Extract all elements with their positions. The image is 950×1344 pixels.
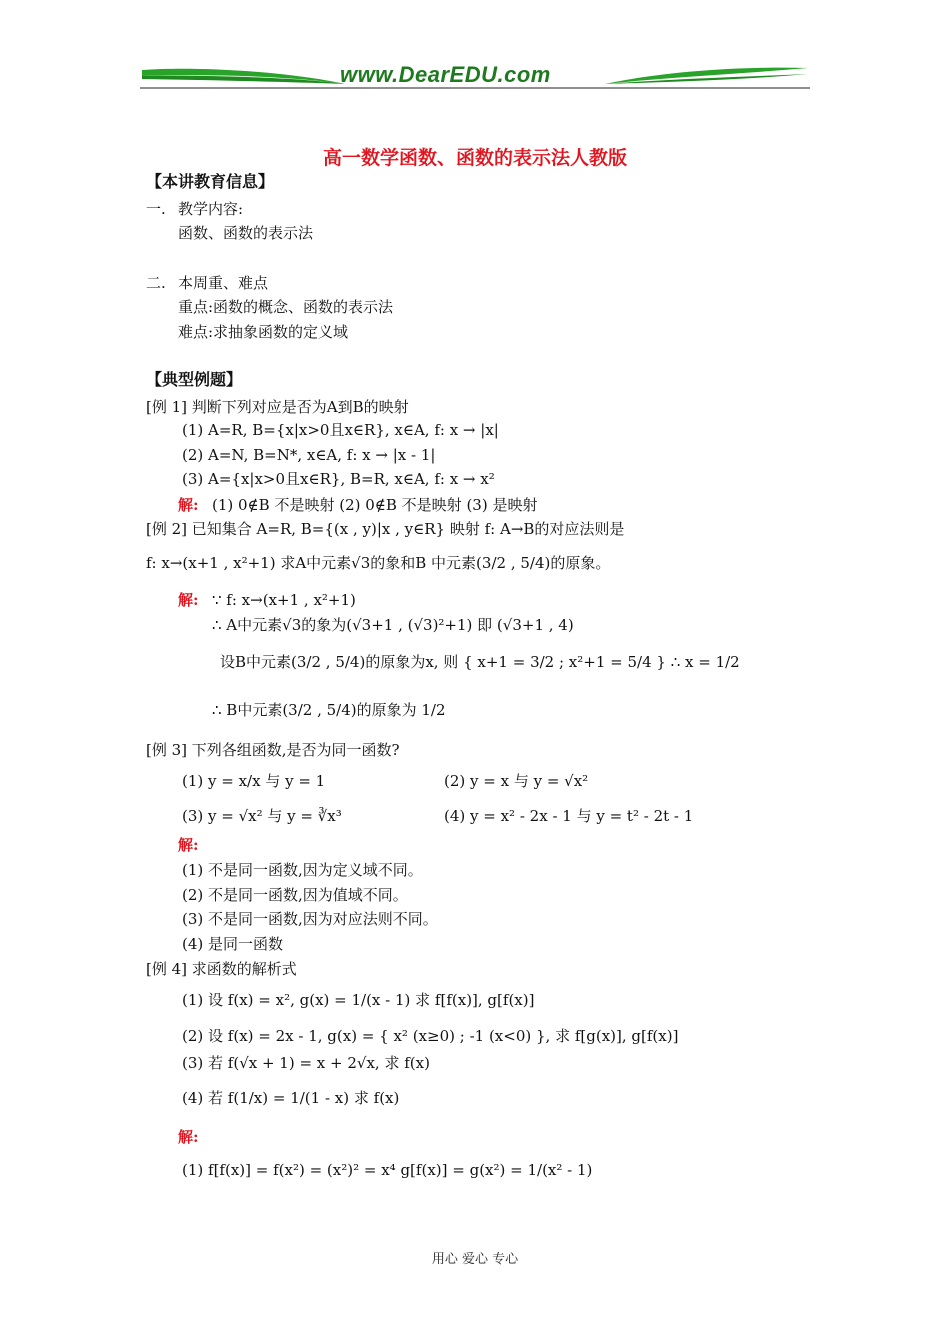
ex2-solution-label: 解: <box>178 591 199 609</box>
s1-num: 一. <box>146 200 166 218</box>
ex2-sol2: ∴ A中元素√3的象为(√3+1 , (√3)²+1) 即 (√3+1 , 4) <box>212 616 574 634</box>
ex4-item3: (3) 若 f(√x + 1) = x + 2√x, 求 f(x) <box>182 1054 430 1072</box>
page-footer: 用心 爱心 专心 <box>431 1252 519 1267</box>
ex4-item1: (1) 设 f(x) = x², g(x) = 1/(x - 1) 求 f[f(x)], g[f(x)] <box>182 991 535 1009</box>
s1-content: 函数、函数的表示法 <box>178 224 314 242</box>
section-heading-info: 【本讲教育信息】 <box>146 172 275 191</box>
ex3-item3: (3) y = √x² 与 y = ∛x³ <box>182 807 342 825</box>
page-title: 高一数学函数、函数的表示法人教版 <box>322 147 627 169</box>
section-heading-examples: 【典型例题】 <box>146 370 243 389</box>
ex3-item2: (2) y = x 与 y = √x² <box>444 772 589 790</box>
ex3-solution-label: 解: <box>178 836 199 854</box>
ex4-item4: (4) 若 f(1/x) = 1/(1 - x) 求 f(x) <box>182 1089 400 1107</box>
ex1-item3: (3) A={x|x>0且x∈R}, B=R, x∈A, f: x → x² <box>182 470 495 488</box>
ex1-item2: (2) A=N, B=N*, x∈A, f: x → |x - 1| <box>182 446 436 464</box>
ex3-item4: (4) y = x² - 2x - 1 与 y = t² - 2t - 1 <box>444 807 694 825</box>
ex1-title: [例 1] 判断下列对应是否为A到B的映射 <box>146 398 409 416</box>
ex3-answer1: (1) 不是同一函数,因为定义域不同。 <box>182 861 423 879</box>
s1-label: 教学内容: <box>178 200 244 218</box>
ex2-line2: f: x→(x+1 , x²+1) 求A中元素√3的象和B 中元素(3/2 , 5/4)的原象。 <box>146 554 611 572</box>
ex4-answer1: (1) f[f(x)] = f(x²) = (x²)² = x⁴ g[f(x)] = g(x²) = 1/(x² - 1) <box>182 1161 593 1179</box>
ex1-solution: (1) 0∉B 不是映射 (2) 0∉B 不是映射 (3) 是映射 <box>212 496 538 514</box>
ex3-item1: (1) y = x/x 与 y = 1 <box>182 772 326 790</box>
ex3-title: [例 3] 下列各组函数,是否为同一函数? <box>146 741 400 759</box>
s2-label: 本周重、难点 <box>178 274 269 292</box>
ex2-line1: [例 2] 已知集合 A=R, B={(x , y)|x , y∈R} 映射 f: A→B的对应法则是 <box>146 520 625 538</box>
ex4-item2: (2) 设 f(x) = 2x - 1, g(x) = { x² (x≥0) ; -1 (x<0) }, 求 f[g(x)], g[f(x)] <box>182 1027 679 1045</box>
s2-num: 二. <box>146 274 166 292</box>
ex4-solution-label: 解: <box>178 1128 199 1146</box>
ex2-sol1: ∵ f: x→(x+1 , x²+1) <box>212 591 356 609</box>
ex3-answer2: (2) 不是同一函数,因为值域不同。 <box>182 886 408 904</box>
ex2-sol4: ∴ B中元素(3/2 , 5/4)的原象为 1/2 <box>212 701 446 719</box>
site-logo: www.DearEDU.com <box>340 62 551 87</box>
ex4-title: [例 4] 求函数的解析式 <box>146 960 297 978</box>
ex3-answer3: (3) 不是同一函数,因为对应法则不同。 <box>182 910 438 928</box>
s2-difficulty: 难点:求抽象函数的定义域 <box>178 323 349 341</box>
s2-key: 重点:函数的概念、函数的表示法 <box>178 298 394 316</box>
ex2-sol3: 设B中元素(3/2 , 5/4)的原象为x, 则 { x+1 = 3/2 ; x²+1 = 5/4 } ∴ x = 1/2 <box>220 653 740 671</box>
ex1-item1: (1) A=R, B={x|x>0且x∈R}, x∈A, f: x → |x| <box>182 421 499 439</box>
ex1-solution-label: 解: <box>178 496 199 514</box>
ex3-answer4: (4) 是同一函数 <box>182 935 284 953</box>
